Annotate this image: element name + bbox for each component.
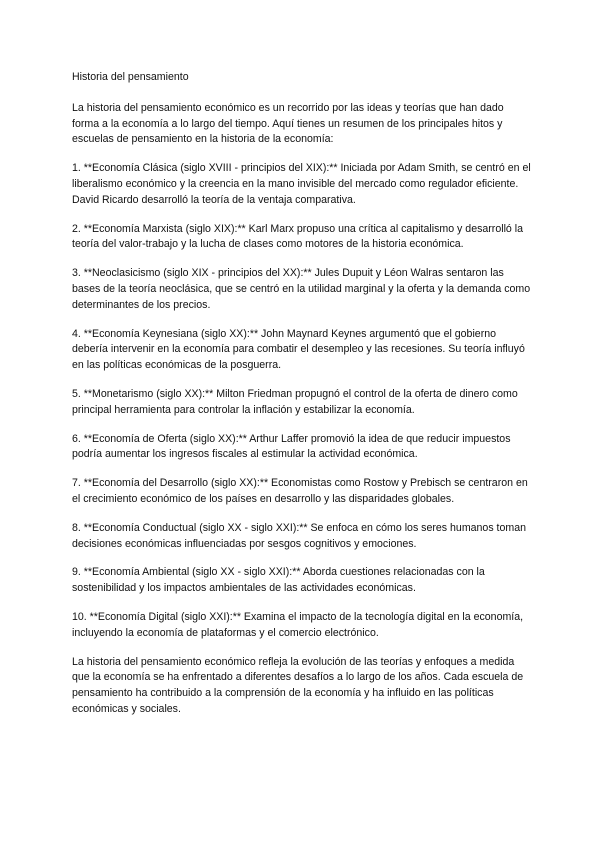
document-title: Historia del pensamiento [72,71,189,83]
list-item: 8. **Economía Conductual (siglo XX - siglo XXI):** Se enfoca en cómo los seres humanos toman decisiones económicas influenciadas por sesgos cognitivos y emociones. [72,521,527,550]
list-item: 4. **Economía Keynesiana (siglo XX):** John Maynard Keynes argumentó que el gobierno debería intervenir en la economía para combatir el desempleo y las recesiones. Su teoría influyó en las políticas económicas de la posguerra. [72,327,525,372]
conclusion-paragraph: La historia del pensamiento económico refleja la evolución de las teorías y enfoques a medida que la economía se ha enfrentado a diferentes desafíos a lo largo de los años. Cada escuela de pensamiento ha contribuido a la comprensión de la economía y ha influido en las políticas económicas y sociales. [72,655,524,715]
list-item: 7. **Economía del Desarrollo (siglo XX):** Economistas como Rostow y Prebisch se centraron en el crecimiento económico de los países en desarrollo y las disparidades globales. [72,477,528,505]
list-item: 9. **Economía Ambiental (siglo XX - siglo XXI):** Aborda cuestiones relacionadas con la sostenibilidad y los impactos ambientales de las actividades económicas. [72,566,485,595]
document-page [72,70,532,731]
list-item: 6. **Economía de Oferta (siglo XX):** Arthur Laffer promovió la idea de que reducir impuestos podría aumentar los ingresos fiscales al estimular la actividad económica. [72,432,511,461]
list-item: 10. **Economía Digital (siglo XXI):** Examina el impacto de la tecnología digital en la economía, incluyendo la economía de plataformas y el comercio electrónico. [72,610,524,639]
list-item: 1. **Economía Clásica (siglo XVIII - principios del XIX):** Iniciada por Adam Smith, se centró en el liberalismo económico y la creencia en la mano invisible del mercado como regulador eficiente. David Ricardo desarrolló la teoría de la ventaja comparativa. [72,162,531,206]
list-item: 2. **Economía Marxista (siglo XIX):** Karl Marx propuso una crítica al capitalismo y desarrolló la teoría del valor-trabajo y la lucha de clases como motores de la historia económica. [72,222,524,251]
list-item: 5. **Monetarismo (siglo XX):** Milton Friedman propugnó el control de la oferta de dinero como principal herramienta para controlar la inflación y estabilizar la economía. [72,387,518,416]
intro-paragraph: La historia del pensamiento económico es un recorrido por las ideas y teorías que han dado forma a la economía a lo largo del tiempo. Aquí tienes un resumen de los principales hitos y escuelas de pensamiento en la historia de la economía: [72,101,504,146]
list-item: 3. **Neoclasicismo (siglo XIX - principios del XX):** Jules Dupuit y Léon Walras sentaron las bases de la teoría neoclásica, que se centró en la utilidad marginal y la oferta y la demanda como determinantes de los precios. [72,267,531,311]
